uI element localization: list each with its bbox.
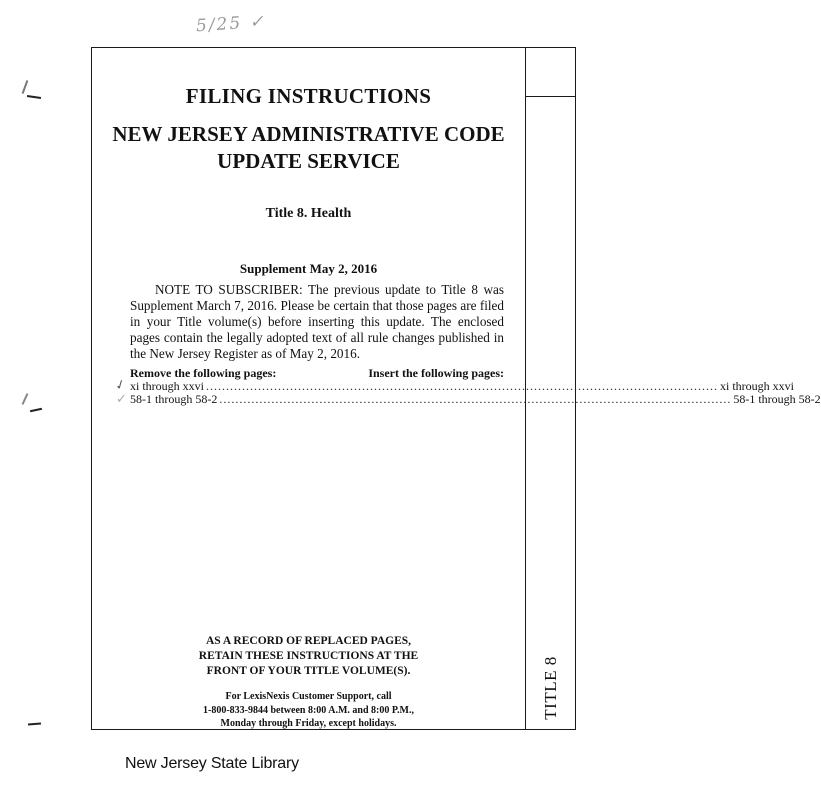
punch-hole-mark-middle: [30, 408, 42, 412]
insert-pages-header: Insert the following pages:: [368, 366, 504, 380]
record-notice: [92, 634, 525, 679]
insert-pages-cell: 58-1 through 58-2: [733, 392, 821, 406]
remove-pages-cell: xi through xxvi: [130, 379, 204, 393]
code-title-line2: UPDATE SERVICE: [217, 149, 400, 173]
support-hours-line: Monday through Friday, except holidays.: [220, 718, 397, 729]
record-notice-line3: FRONT OF YOUR TITLE VOLUME(S).: [206, 665, 411, 677]
table-row: [130, 392, 821, 407]
library-stamp: New Jersey State Library: [125, 755, 299, 772]
instruction-sheet: [91, 47, 821, 730]
sheet-content: [92, 48, 821, 729]
insert-pages-cell: xi through xxvi: [720, 379, 794, 393]
punch-hole-mark-top: [27, 95, 41, 99]
subject-title: Title 8. Health: [265, 206, 352, 221]
check-mark-icon: ✓: [116, 391, 127, 406]
check-mark-icon: ✓: [112, 375, 128, 394]
customer-support-info: [92, 690, 525, 731]
spine-top-rule: [525, 96, 576, 97]
record-notice-line2: RETAIN THESE INSTRUCTIONS AT THE: [198, 650, 419, 662]
support-phone-line: 1-800-833-9844 between 8:00 A.M. and 8:00 P.M.,: [202, 704, 414, 716]
supplement-date: Supplement May 2, 2016: [239, 261, 378, 276]
remove-pages-cell: 58-1 through 58-2: [130, 392, 218, 406]
record-notice-line1: AS A RECORD OF REPLACED PAGES,: [205, 635, 412, 647]
punch-hole-mark-bottom: [28, 723, 41, 726]
remove-pages-header: Remove the following pages:: [130, 366, 277, 380]
code-title-line1: NEW JERSEY ADMINISTRATIVE CODE: [112, 122, 505, 146]
subscriber-note: NOTE TO SUBSCRIBER: The previous update to Title 8 was Supplement March 7, 2016. Please be certain that those pages are filed in your Title volume(s) before inserting this update. The enclosed pages contain the legally adopted text of all rule changes published in the New Jersey Register as of May 2, 2016.: [130, 282, 504, 361]
leader-dots: ................................................................................................................................: [206, 379, 718, 393]
filing-instructions-heading: FILING INSTRUCTIONS: [185, 84, 432, 108]
support-line1: For LexisNexis Customer Support, call: [225, 691, 392, 702]
spine-title-label: TITLE 8: [541, 656, 560, 720]
punch-hole-mark-middle-arc: [22, 393, 29, 405]
handwritten-note: 5/25 ✓: [195, 11, 267, 37]
spine-divider: [525, 48, 526, 729]
leader-dots: ................................................................................................................................: [219, 392, 732, 406]
punch-hole-mark-top-arc: [22, 80, 29, 94]
